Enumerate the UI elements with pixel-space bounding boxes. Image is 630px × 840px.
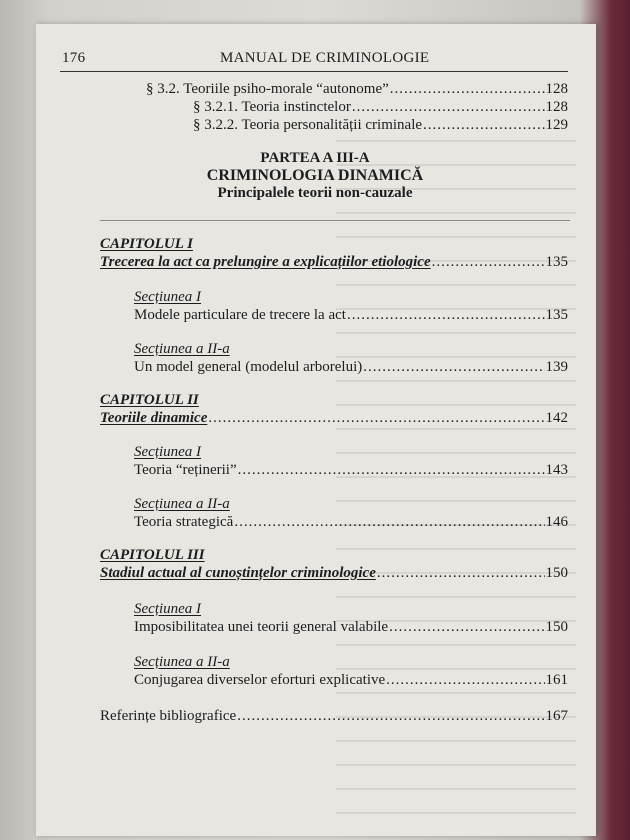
section-page: 143 — [545, 462, 568, 478]
section-label: Secțiunea I — [134, 601, 202, 617]
section-page: 139 — [545, 359, 568, 375]
references-title: Referințe bibliografice — [100, 708, 237, 724]
section-label: Secțiunea a II-a — [134, 341, 230, 357]
leader-dots — [389, 618, 544, 636]
section-page: 150 — [545, 619, 568, 635]
section-entry — [134, 618, 568, 636]
chapter-title: Teoriile dinamice — [100, 410, 208, 426]
chapter-entry — [100, 253, 568, 271]
page-number: 176 — [62, 50, 86, 66]
chapter-label: CAPITOLUL II — [100, 392, 199, 408]
section-entry — [134, 461, 568, 479]
section-page: 135 — [545, 307, 568, 323]
toc-entry-page: 129 — [545, 117, 568, 133]
chapter-page: 150 — [545, 565, 568, 581]
part-number: PARTEA A III-A — [260, 150, 370, 166]
section-label: Secțiunea a II-a — [134, 654, 230, 670]
section-title: Un model general (modelul arborelui) — [134, 359, 363, 375]
toc-entry — [146, 80, 568, 98]
section-entry — [134, 513, 568, 531]
section-title: Imposibilitatea unei teorii general valabile — [134, 619, 389, 635]
section-title: Conjugarea diverselor eforturi explicative — [134, 672, 386, 688]
section-label: Secțiunea a II-a — [134, 496, 230, 512]
section-entry — [134, 358, 568, 376]
toc-entry — [193, 98, 568, 116]
references-page: 167 — [545, 708, 568, 724]
leader-dots — [237, 707, 544, 725]
chapter-entry — [100, 564, 568, 582]
section-label: Secțiunea I — [134, 444, 202, 460]
chapter-title: Stadiul actual al cunoștințelor criminologice — [100, 565, 376, 581]
leader-dots — [352, 98, 545, 116]
toc-entry-text: § 3.2.2. Teoria personalității criminale — [193, 117, 423, 133]
chapter-page: 142 — [545, 410, 568, 426]
toc-entry-page: 128 — [545, 99, 568, 115]
leader-dots — [432, 253, 545, 271]
chapter-entry — [100, 409, 568, 427]
header-rule — [60, 71, 568, 72]
leader-dots — [423, 116, 544, 134]
references-entry — [100, 707, 568, 725]
leader-dots — [386, 671, 544, 689]
chapter-title: Trecerea la act ca prelungire a explicațiilor etiologice — [100, 254, 431, 270]
leader-dots — [363, 358, 544, 376]
leader-dots — [238, 461, 545, 479]
section-label: Secțiunea I — [134, 289, 202, 305]
section-title: Teoria “reținerii” — [134, 462, 237, 478]
section-title: Modele particulare de trecere la act — [134, 307, 346, 323]
section-page: 161 — [545, 672, 568, 688]
chapter-label: CAPITOLUL III — [100, 547, 205, 563]
leader-dots — [234, 513, 544, 531]
chapter-page: 135 — [545, 254, 568, 270]
part-subtitle: Principalele teorii non-cauzale — [217, 185, 413, 201]
leader-dots — [347, 306, 545, 324]
toc-entry-text: § 3.2.1. Teoria instinctelor — [193, 99, 351, 115]
toc-entry-page: 128 — [545, 81, 568, 97]
section-entry — [134, 306, 568, 324]
chapter-label: CAPITOLUL I — [100, 236, 193, 252]
leader-dots — [208, 409, 544, 427]
toc-entry-text: § 3.2. Teoriile psiho-morale “autonome” — [146, 81, 389, 97]
part-title: CRIMINOLOGIA DINAMICĂ — [206, 167, 424, 184]
section-page: 146 — [545, 514, 568, 530]
running-title: MANUAL DE CRIMINOLOGIE — [220, 50, 430, 66]
leader-dots — [377, 564, 545, 582]
faint-separator — [100, 220, 570, 221]
toc-entry — [193, 116, 568, 134]
section-title: Teoria strategică — [134, 514, 234, 530]
leader-dots — [390, 80, 545, 98]
section-entry — [134, 671, 568, 689]
